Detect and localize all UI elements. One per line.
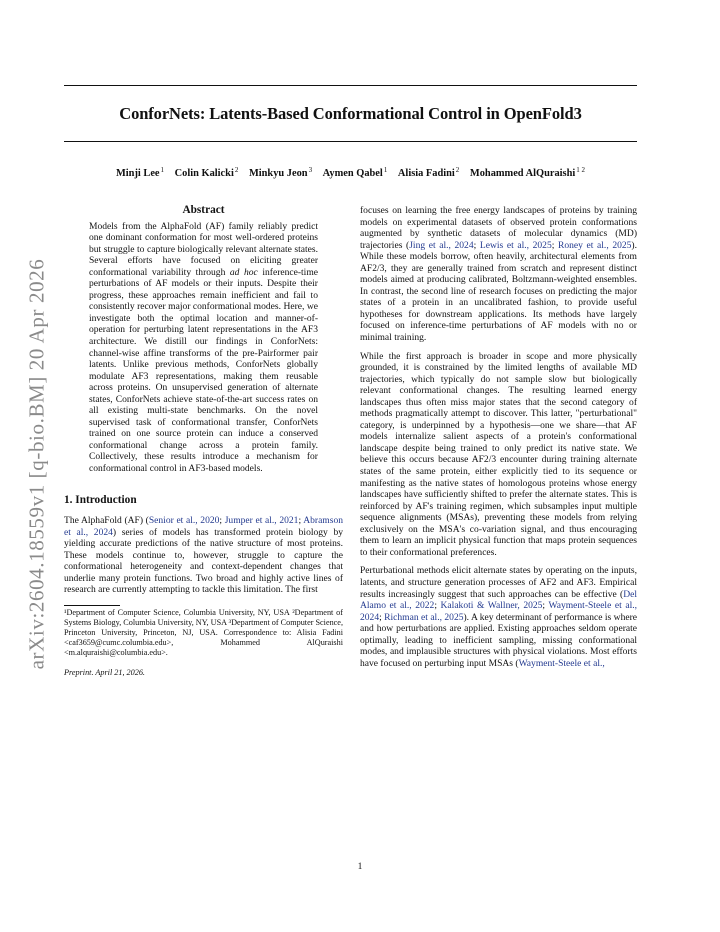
citation-link[interactable]: Wayment-Steele et al., — [518, 657, 605, 669]
preprint-date: Preprint. April 21, 2026. — [64, 667, 145, 677]
author: Alisia Fadini$^2$ — [397, 166, 460, 180]
author: Mohammed AlQuraishi$^{1 2}$ — [469, 166, 586, 180]
right-column — [360, 205, 637, 676]
citation-link[interactable]: Jumper et al., 2021 — [224, 515, 299, 527]
citation-link[interactable]: Lewis et al., 2025 — [479, 239, 552, 251]
author: Minji Lee$^1$ — [115, 166, 165, 180]
abstract-body: Models from the AlphaFold (AF) family reliably predict one dominant conformation for most well-ordered proteins but struggle to capture biologically relevant alternate states. Several efforts have focused on eliciting greater conformational variability through ad hoc inference-time perturbations of AF models or their inputs. Despite their progress, these approaches remain inefficient and fail to consistently recover major conformational modes. Here, we investigate both the optimal location and manner-of-operation for perturbing latent representations in the AF3 architecture. We distill our findings in ConforNets: channel-wise affine transforms of the pre-Pairformer pair latents. Unlike previous methods, ConforNets globally modulate AF3 representations, making them reusable across proteins. On unsupervised generation of alternate states, ConforNets achieve state-of-the-art success rates on all existing multi-state benchmarks. On the novel supervised task of conformational transfer, ConforNets trained on one source protein can induce a conserved conformational change across a protein family. Collectively, these results introduce a mechanism for conformational control in AF3-based models. — [89, 220, 319, 475]
body-paragraph: Perturbational methods elicit alternate states by operating on the inputs, latents, and structure generation processes of AF2 and AF3. Empirical results increasingly suggest that such approaches can be effective (Del Alamo et al., 2022; Kalakoti & Wallner, 2025; Wayment-Steele et al., 2024; Richman et al., 2025). A key determinant of performance is where and how perturbations are applied. Existing approaches seldom operate optimally, leading to inefficient sampling, missing conformational modes, and implausible structures with physical violations. Most efforts have focused on perturbing input MSAs (Wayment-Steele et al., — [360, 565, 637, 669]
citation-link[interactable]: Del Alamo et al., 2022 — [360, 588, 637, 612]
author: Colin Kalicki$^2$ — [174, 166, 239, 180]
citation-link[interactable]: Roney et al., 2025 — [558, 239, 632, 251]
author-list — [64, 166, 637, 179]
page-number: 1 — [357, 862, 363, 872]
citation-link[interactable]: Kalakoti & Wallner, 2025 — [440, 600, 543, 612]
arxiv-stamp — [22, 244, 52, 684]
citation-link[interactable]: Abramson et al., 2024 — [64, 515, 343, 538]
affiliation-footnote: ¹Department of Computer Science, Columbia University, NY, USA ²Department of Systems Biology, Columbia University, NY, USA ³Department of Computer Science, Princeton University, Princeton, NJ, USA. Correspondence to: Alisia Fadini <caf3659@cumc.columbia.edu>, Mohammed AlQuraishi <m.alquraishi@columbia.edu>. — [64, 607, 343, 657]
intro-paragraph: The AlphaFold (AF) (Senior et al., 2020; Jumper et al., 2021; Abramson et al., 2024) series of models has transformed protein biology by yielding accurate predictions of the native structure of most proteins. These models continue to, however, struggle to capture the conformational heterogeneity and context-dependent changes that underlie many protein functions. Two broad and highly active lines of research are currently attempting to tackle this limitation. The first — [64, 515, 343, 596]
section-heading-introduction: 1. Introduction — [64, 493, 137, 506]
citation-link[interactable]: Wayment-Steele et al., 2024 — [360, 600, 637, 623]
author: Aymen Qabel$^1$ — [322, 166, 388, 180]
citation-link[interactable]: Senior et al., 2020 — [148, 515, 220, 527]
abstract-heading: Abstract — [182, 204, 225, 216]
author: Minkyu Jeon$^3$ — [248, 166, 313, 180]
paper-title: ConforNets: Latents-Based Conformational Control in OpenFold3 — [119, 104, 582, 123]
arxiv-identifier: arXiv:2604.18559v1 [q-bio.BM] 20 Apr 2026 — [24, 258, 49, 670]
left-column — [64, 205, 343, 679]
footnote-rule — [64, 605, 120, 606]
citation-link[interactable]: Jing et al., 2024 — [409, 239, 474, 251]
body-paragraph: focuses on learning the free energy landscapes of proteins by training models on experimental datasets of observed protein conformations augmented by synthetic datasets of molecular dynamics (MD) trajectories (Jing et al., 2024; Lewis et al., 2025; Roney et al., 2025). While these models borrow, often heavily, architectural elements from AF2/3, they are generally trained from scratch and represent distinct models aimed at producing calibrated, Boltzmann-weighted ensembles. In contrast, the second line of research focuses on predicting the major states of a protein in an uncalibrated fashion, to provide useful hypotheses for downstream applications. Its methods have largely focused on inference-time perturbations of AF models with no or minimal training. — [360, 205, 637, 344]
title-top-rule — [64, 85, 637, 86]
citation-link[interactable]: Richman et al., 2025 — [384, 611, 464, 623]
body-paragraph: While the first approach is broader in scope and more physically grounded, it is constrained by the limited lengths of available MD trajectories, which typically do not sample slow but biologically relevant conformational changes. The resulting learned energy landscapes thus often miss major states that the second category of methods pragmatically attempt to discover. This latter, "perturbational" category, is underpinned by a hypothesis—one we share—that AF models internalize salient aspects of a protein's conformational landscape despite being trained to only predict its native state. We believe this occurs because AF2/3 encounter during training alternate states of the same protein, either explicitly tied to its sequence or manifesting as the native states of homologous proteins whose energy landscapes have sufficiently shifted to prefer the alternate states. This is reinforced by AF's training regimen, which subsamples input multiple sequence alignments (MSAs), preventing these models from relying exclusively on the MSA's co-variation signal, and thus encouraging them to learn an implicit physical function that maps protein sequences to their conformational preferences. — [360, 350, 637, 558]
title-bottom-rule — [64, 141, 637, 142]
